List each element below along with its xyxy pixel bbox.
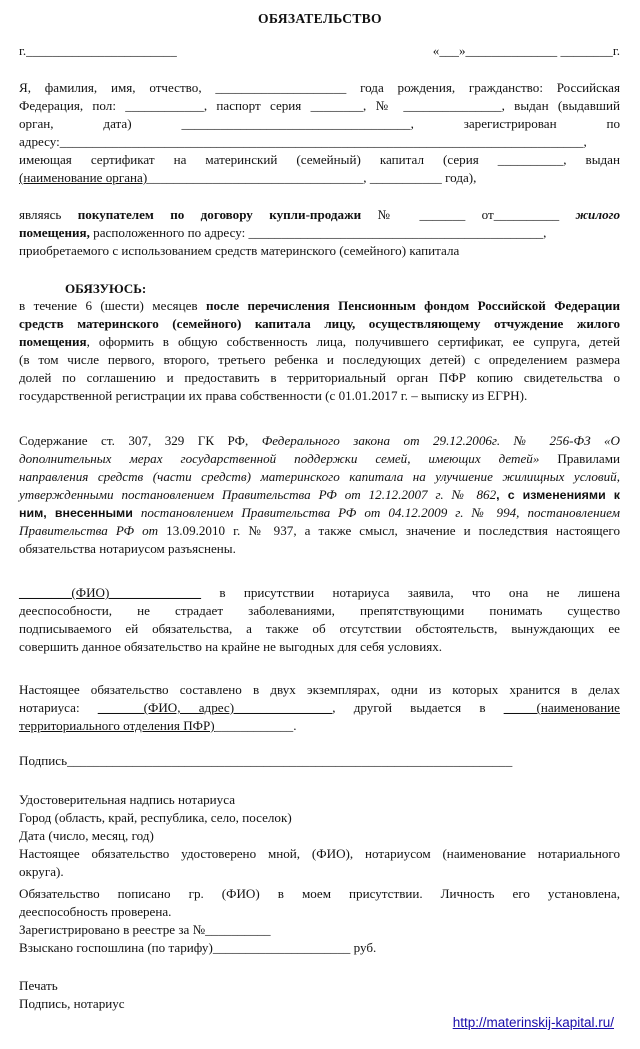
content-line-5 xyxy=(19,504,620,523)
buyer-address: расположенного по адресу: _____________________________________________, xyxy=(89,225,547,240)
content-government: Правительства РФ от xyxy=(19,523,159,538)
content-comma: , xyxy=(616,469,620,484)
source-link[interactable]: http://materinskij-kapital.ru/ xyxy=(452,1015,614,1030)
notary-line-9: Взыскано госпошлина (по тарифу)_____________________ руб. xyxy=(19,940,377,955)
obligation-line-1 xyxy=(19,297,620,315)
obligation-heading: ОБЯЗУЮСЬ: xyxy=(65,281,147,296)
document-title: ОБЯЗАТЕЛЬСТВО xyxy=(258,11,382,26)
date-field: «___»______________ ________г. xyxy=(432,43,620,58)
fio-line-2: дееспособности, не страдает заболеваниями, препятствующими понимать существо xyxy=(19,603,620,618)
notary-line-3: Дата (число, месяц, год) xyxy=(19,828,154,843)
obligation-line-4: (в том числе первого, второго, третьего ребенка и последующих детей) с определением размера xyxy=(19,352,620,367)
copies-line-3 xyxy=(19,717,620,735)
content-amendments-bold: , с изменениями к xyxy=(496,488,620,502)
fio-line-4: совершить данное обязательство на крайне не выгодных для себя условиях. xyxy=(19,639,443,654)
fio-statement: в присутствии нотариуса заявила, что она не лишена xyxy=(201,585,620,600)
content-rules: Правилами xyxy=(539,451,621,466)
content-introduced-bold: ним, внесенными xyxy=(19,506,133,520)
buyer-premises-bold: помещения, xyxy=(19,225,90,240)
copies-name-blank: _____(наименование xyxy=(503,700,620,715)
content-federal-law: Федерального закона от 29.12.2006г. № 256-ФЗ «О xyxy=(261,433,621,448)
copies-fio-address: _______(ФИО, адрес)_______________ xyxy=(97,700,333,715)
content-decree-862: утвержденными постановлением Правительства РФ от 12.12.2007 г. № 862 xyxy=(19,487,497,502)
stamp-label: Печать xyxy=(19,978,58,993)
fio-blank: ________(ФИО)______________ xyxy=(19,585,202,600)
content-line-6 xyxy=(19,522,620,540)
buyer-line-2 xyxy=(19,224,620,242)
content-articles: Содержание ст. 307, 329 ГК РФ, xyxy=(19,433,262,448)
obligation-term: в течение 6 (шести) месяцев xyxy=(19,298,206,313)
notary-line-6: Обязательство пописано гр. (ФИО) в моем присутствии. Личность его установлена, xyxy=(19,886,620,901)
personal-line-2: Федерация, пол: ____________, паспорт серия ________, № _______________, выдан (выдавший xyxy=(19,98,620,113)
content-line-1 xyxy=(19,432,620,450)
notary-line-8: Зарегистрировано в реестре за №__________ xyxy=(19,922,271,937)
content-line-7: обязательства нотариусом разъяснены. xyxy=(19,541,236,556)
obligation-pension-bold: после перечисления Пенсионным фондом Российской Федерации xyxy=(206,298,620,313)
obligation-line-2: средств материнского (семейного) капитала лицу, осуществляющему отчуждение жилого xyxy=(19,316,620,331)
buyer-contract-bold: покупателем по договору купли-продажи xyxy=(77,207,362,222)
copies-issued: , другой выдается в xyxy=(332,700,504,715)
copies-notary: нотариуса: xyxy=(19,700,98,715)
buyer-contract-number: № _______ от__________ xyxy=(361,207,576,222)
personal-line-6 xyxy=(19,169,620,187)
buyer-line-1 xyxy=(19,206,620,224)
issuer-name-label: (наименование органа) xyxy=(19,170,148,185)
issuer-blanks: _________________________________, ___________ года), xyxy=(147,170,477,185)
copies-line-1: Настоящее обязательство составлено в двух экземплярах, одни из которых хранится в делах xyxy=(19,682,620,697)
signature-line: Подпись____________________________________________________________________ xyxy=(19,753,513,768)
buyer-text-a: являясь xyxy=(19,207,78,222)
obligation-line-3 xyxy=(19,333,620,351)
obligation-ownership: , оформить в общую собственность лица, получившего сертификат, ее супруга, детей xyxy=(86,334,620,349)
content-decree-994: постановлением Правительства РФ от 04.12.2009 г. № 994, постановлением xyxy=(132,505,620,520)
buyer-property-bold: жилого xyxy=(575,207,620,222)
copies-blank: ____________. xyxy=(214,718,297,733)
notary-line-2: Город (область, край, республика, село, поселок) xyxy=(19,810,292,825)
notary-line-7: дееспособность проверена. xyxy=(19,904,172,919)
content-line-3 xyxy=(19,468,620,486)
personal-line-4: адресу:________________________________________________________________________________, xyxy=(19,134,587,149)
notary-line-4: Настоящее обязательство удостоверено мной, (ФИО), нотариусом (наименование нотариального xyxy=(19,846,620,861)
content-law-title: дополнительных мерах государственной поддержки семей, имеющих детей» xyxy=(19,451,540,466)
buyer-line-3: приобретаемого с использованием средств материнского (семейного) капитала xyxy=(19,243,460,258)
personal-line-1: Я, фамилия, имя, отчество, ____________________ года рождения, гражданство: Российская xyxy=(19,80,620,95)
notary-line-5: округа). xyxy=(19,864,64,879)
personal-line-5: имеющая сертификат на материнский (семейный) капитал (серия __________, выдан xyxy=(19,152,620,167)
content-line-2 xyxy=(19,450,620,468)
content-line-4 xyxy=(19,486,620,505)
fio-line-3: подписываемого ей обязательства, а также об отсутствии обстоятельств, вынуждающих ее xyxy=(19,621,620,636)
copies-pfr-office: территориального отделения ПФР) xyxy=(19,718,215,733)
content-decree-937: 13.09.2010 г. № 937, а также смысл, значение и последствия настоящего xyxy=(158,523,620,538)
copies-line-2 xyxy=(19,699,620,717)
notary-line-1: Удостоверительная надпись нотариуса xyxy=(19,792,236,807)
fio-line-1 xyxy=(19,584,620,602)
personal-line-3: орган, дата) ___________________________________, зарегистрирован по xyxy=(19,116,620,131)
obligation-line-6: государственной регистрации их права собственности (с 01.01.2017 г. – выписку из ЕГРН). xyxy=(19,388,528,403)
notary-signature-label: Подпись, нотариус xyxy=(19,996,125,1011)
obligation-premises-bold: помещения xyxy=(19,334,87,349)
city-field: г._______________________ xyxy=(19,43,177,58)
obligation-line-5: долей по соглашению и предоставить в территориальный орган ПФР копию свидетельства о xyxy=(19,370,620,385)
content-rules-title: направления средств (части средств) материнского капитала на улучшение жилищных условий xyxy=(19,469,617,484)
